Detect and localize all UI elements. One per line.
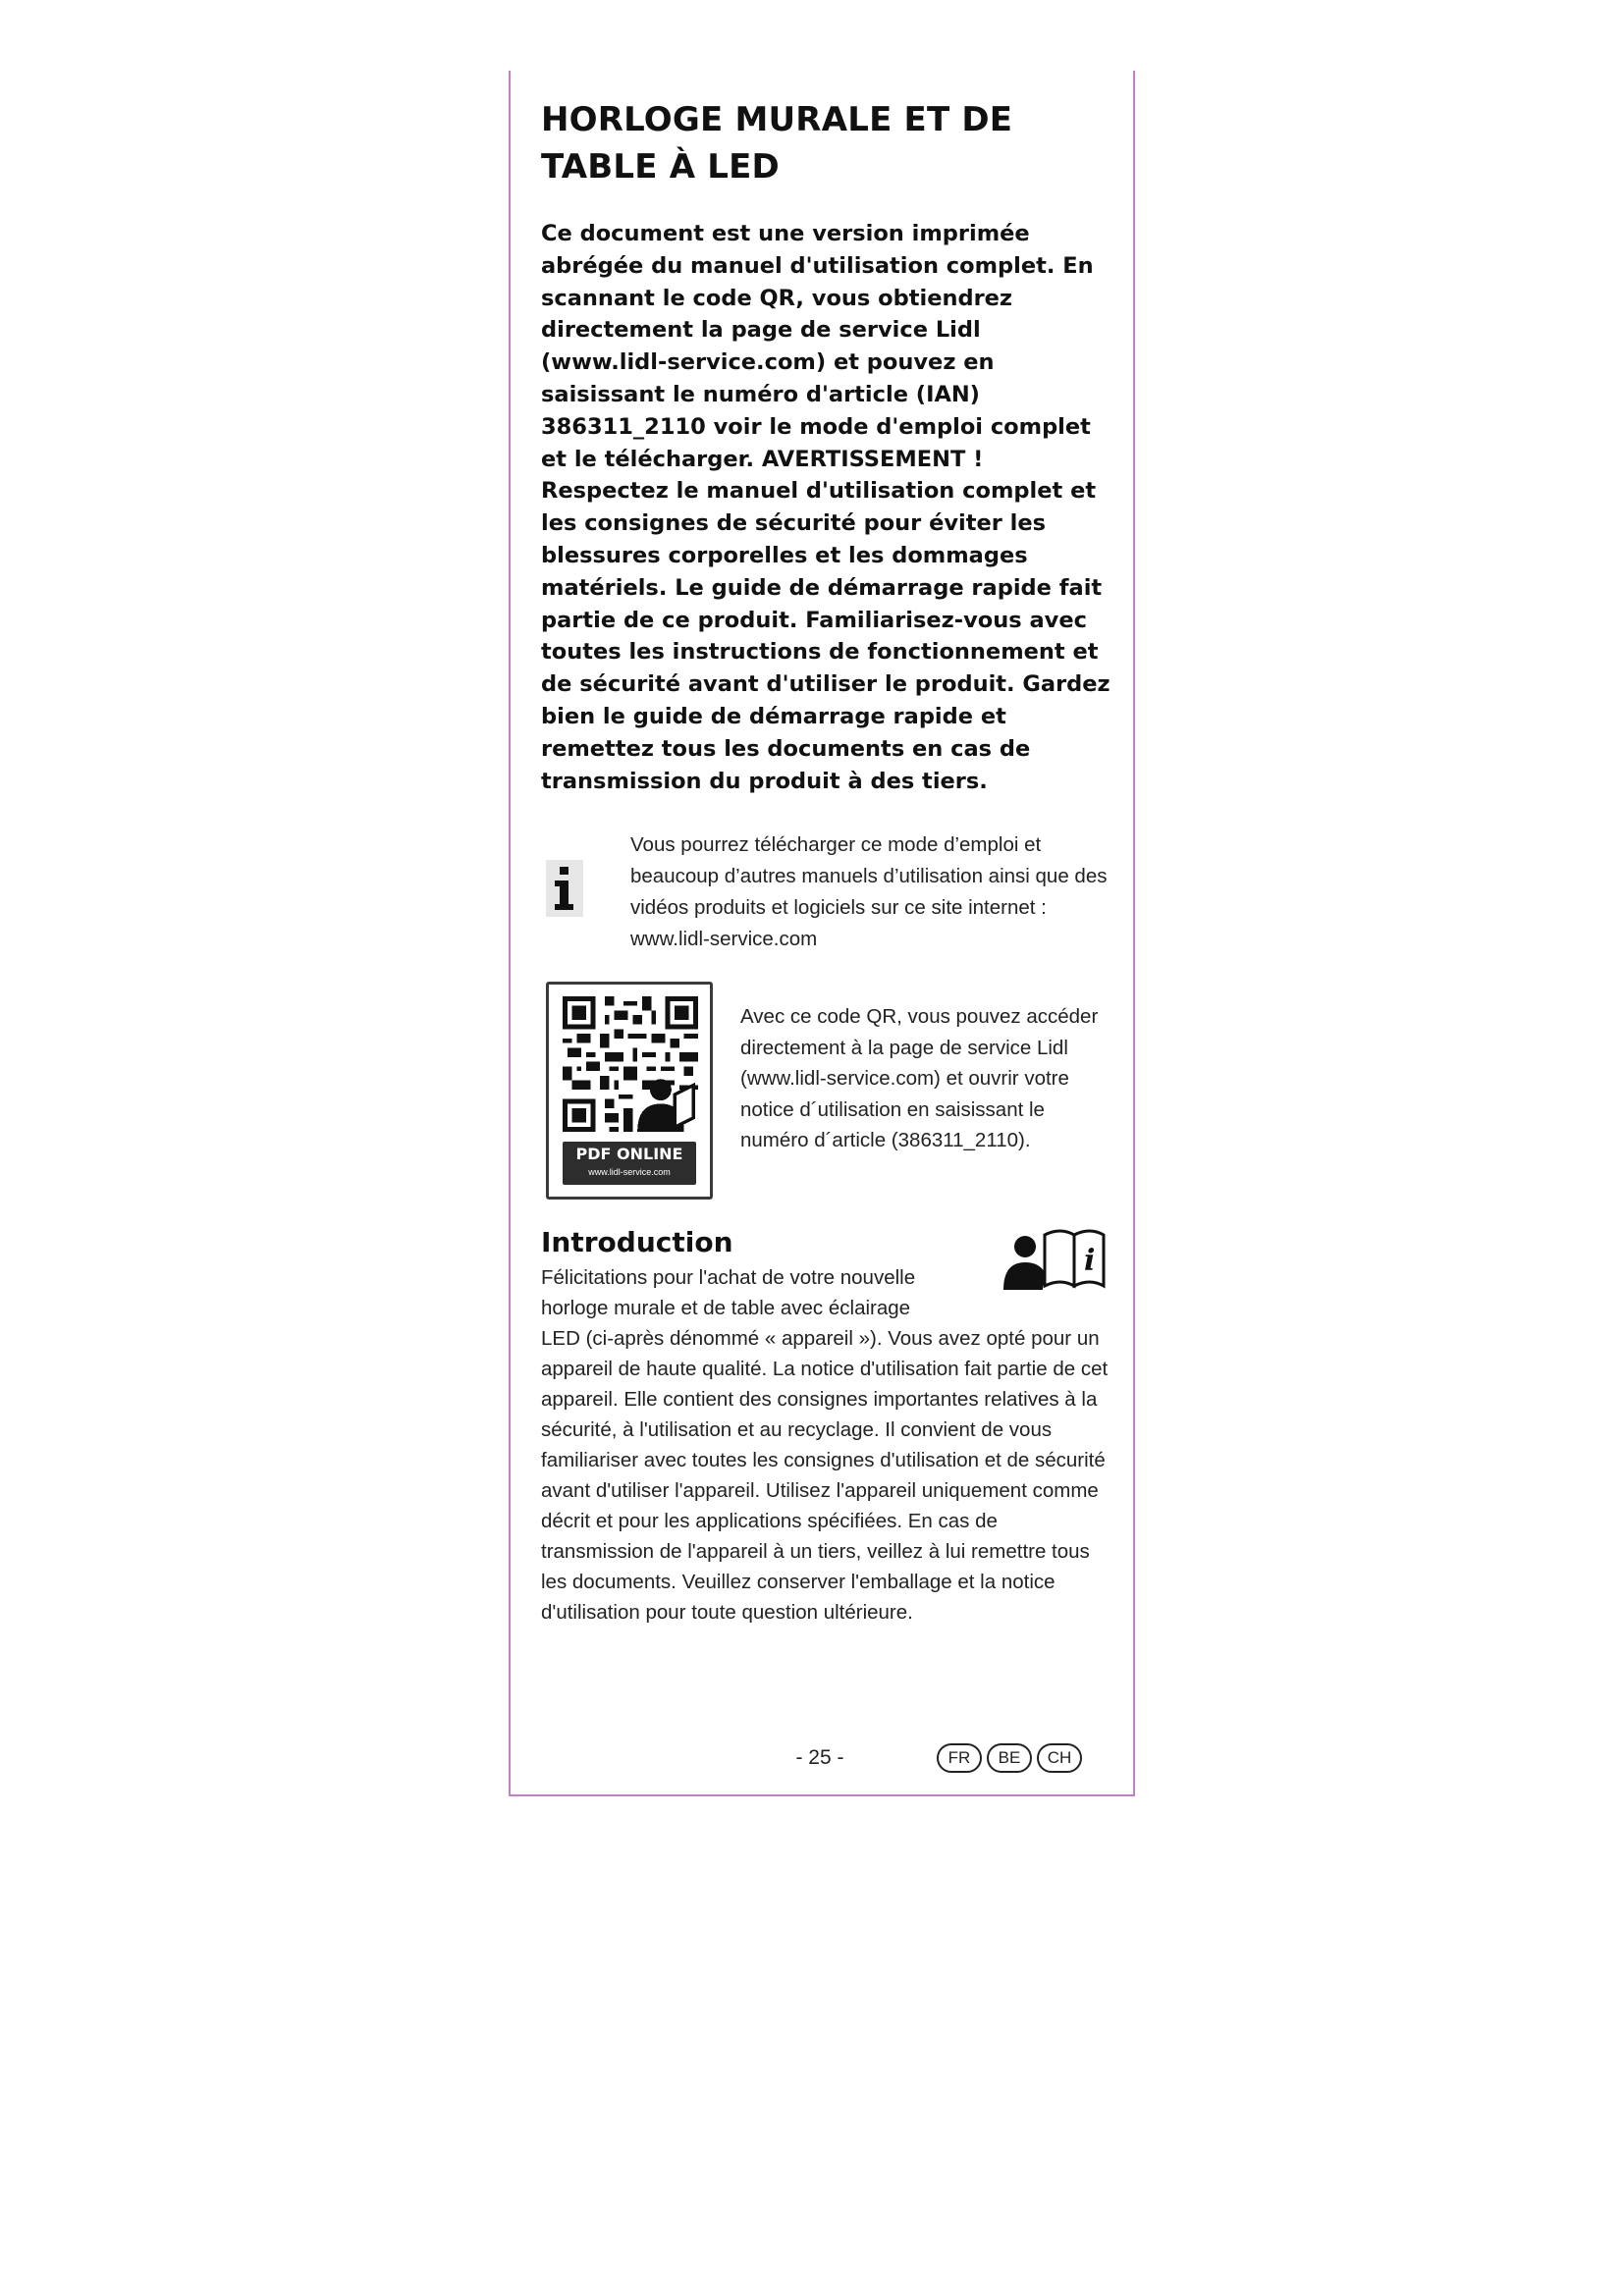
- introduction-lead-text: Félicitations pour l'achat de votre nouvelle horloge murale et de table avec éclairage: [541, 1266, 916, 1319]
- qr-code-icon: [563, 996, 698, 1132]
- page-number: - 25 -: [795, 1746, 844, 1769]
- introduction-body: [541, 1262, 1112, 1628]
- pdf-online-badge: [563, 1142, 696, 1185]
- country-badge-be: BE: [987, 1743, 1032, 1773]
- pdf-online-url: www.lidl-service.com: [588, 1167, 671, 1177]
- qr-description-text: Avec ce code QR, vous pouvez accéder directement à la page de service Lidl (www.lidl-service.com) et ouvrir votre notice d´utilisation en saisissant le numéro d´article (386311_2110).: [740, 1005, 1099, 1151]
- download-info-text: Vous pourrez télécharger ce mode d’emploi et beaucoup d’autres manuels d’utilisation ainsi que des vidéos produits et logiciels sur ce site internet : www.lidl-service.com: [630, 833, 1108, 950]
- country-badge-fr: FR: [937, 1743, 982, 1773]
- country-codes: [937, 1743, 1082, 1773]
- title-line-2: TABLE À LED: [541, 147, 780, 187]
- info-icon: [546, 860, 583, 917]
- document-title: [541, 96, 1110, 190]
- intro-warning-paragraph: Ce document est une version imprimée abrégée du manuel d'utilisation complet. En scannant le code QR, vous obtiendrez directement la page de service Lidl (www.lidl-service.com) et pouvez en saisissant le numéro d'article (IAN) 386311_2110 voir le mode d'emploi complet et le télécharger. AVERTISSEMENT ! Respectez le manuel d'utilisation complet et les consignes de sécurité pour éviter les blessures corporelles et les dommages matériels. Le guide de démarrage rapide fait partie de ce produit. Familiarisez-vous avec toutes les instructions de fonctionnement et de sécurité avant d'utiliser le produit. Gardez bien le guide de démarrage rapide et remettez tous les documents en cas de transmission du produit à des tiers.: [541, 221, 1110, 794]
- qr-code-box[interactable]: [546, 982, 713, 1200]
- country-badge-ch: CH: [1037, 1743, 1082, 1773]
- svg-text:i: i: [1084, 1244, 1096, 1278]
- introduction-body-text: LED (ci-après dénommé « appareil »). Vous avez opté pour un appareil de haute qualité. La notice d'utilisation fait partie de cet appareil. Elle contient des consignes importantes relatives à la sécurité, à l'utilisation et au recyclage. Il convient de vous familiariser avec toutes les consignes d'utilisation et de sécurité avant d'utiliser l'appareil. Utilisez l'appareil uniquement comme décrit et pour les applications spécifiées. En cas de transmission de l'appareil à un tiers, veillez à lui remettre tous les documents. Veuillez conserver l'emballage et la notice d'utilisation pour toute question ultérieure.: [541, 1327, 1109, 1624]
- title-line-1: HORLOGE MURALE ET DE: [541, 100, 1013, 139]
- introduction-heading: Introduction: [541, 1226, 733, 1258]
- pdf-online-label: PDF ONLINE: [575, 1145, 683, 1163]
